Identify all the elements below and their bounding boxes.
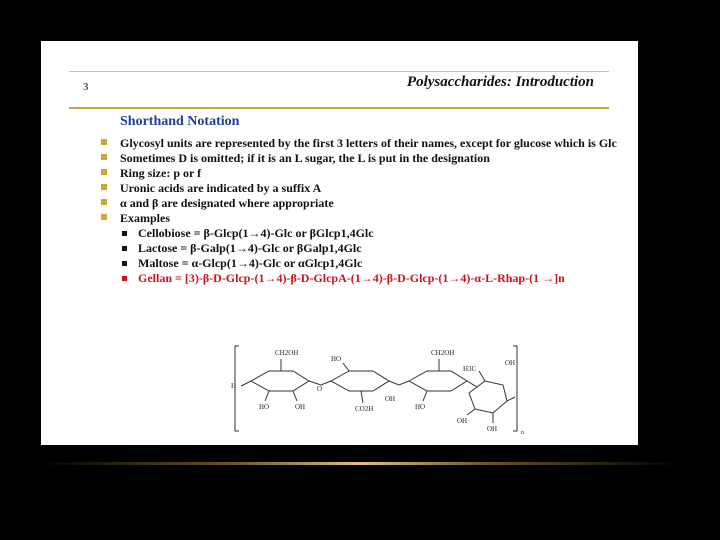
header-title: Polysaccharides: Introduction (406, 74, 594, 90)
slide-card (41, 41, 638, 445)
glucuronic-ring (331, 371, 389, 391)
example-item (120, 242, 621, 255)
example-text: Cellobiose = β-Glcp(1→4)-Glc or βGlcp1,4Glc (138, 226, 374, 240)
label-o: O (317, 385, 323, 393)
label-oh: OH (487, 425, 498, 433)
label-ho: HO (415, 403, 426, 411)
bullet-item (101, 212, 621, 285)
label-h: H (231, 382, 237, 390)
glucose-ring-1 (251, 371, 309, 391)
label-oh: OH (505, 359, 516, 367)
page-number: 3 (83, 81, 89, 93)
bullet-text: α and β are designated where appropriate (120, 196, 334, 210)
example-text: Maltose = α-Glcp(1→4)-Glc or αGlcp1,4Glc (138, 256, 363, 270)
substituent-bonds (265, 359, 493, 423)
sub-bullet-marker (122, 246, 127, 251)
header-rule (69, 107, 609, 109)
bullet-marker (101, 169, 107, 175)
bullet-item (101, 152, 621, 165)
example-text: Lactose = β-Galp(1→4)-Glc or βGalp1,4Glc (138, 241, 362, 255)
gellan-structure-diagram (231, 341, 561, 436)
bullet-marker (101, 139, 107, 145)
label-oh: OH (457, 417, 468, 425)
label-n: n (521, 430, 524, 436)
example-text: Gellan = [3)-β-D-Glcp-(1→4)-β-D-GlcpA-(1→4)-β-D-Glcp-(1→4)-α-L-Rhap-(1 →]n (138, 271, 565, 285)
bullet-item (101, 167, 621, 180)
label-h3c: H3C (463, 365, 477, 373)
bullet-text: Ring size: p or f (120, 166, 202, 180)
example-item (120, 227, 621, 240)
label-oh: OH (295, 403, 306, 411)
bullet-marker (101, 214, 107, 220)
header-top-rule (69, 71, 609, 72)
examples-list (120, 227, 621, 285)
label-oh: OH (385, 395, 396, 403)
bullet-text: Glycosyl units are represented by the first 3 letters of their names, except for glucose which is Glc (120, 136, 617, 150)
bullet-text: Sometimes D is omitted; if it is an L sugar, the L is put in the designation (120, 151, 490, 165)
example-item (120, 257, 621, 270)
label-ho: HO (259, 403, 270, 411)
bullet-item (101, 137, 621, 150)
example-item-gellan (120, 272, 621, 285)
bullet-item (101, 182, 621, 195)
sub-bullet-marker (122, 231, 127, 236)
label-ch2oh: CH2OH (275, 349, 299, 357)
bullet-text: Examples (120, 211, 171, 225)
label-ch2oh: CH2OH (431, 349, 455, 357)
label-ho: HO (331, 355, 342, 363)
bullet-item (101, 197, 621, 210)
section-title: Shorthand Notation (120, 114, 240, 129)
glucose-ring-2 (409, 371, 467, 391)
bullet-marker (101, 184, 107, 190)
floor-glow-line (40, 462, 680, 465)
bullet-text: Uronic acids are indicated by a suffix A (120, 181, 322, 195)
sub-bullet-marker (122, 276, 127, 281)
bullet-marker (101, 154, 107, 160)
bullet-list (101, 137, 621, 287)
bullet-marker (101, 199, 107, 205)
label-co2h: CO2H (355, 405, 374, 413)
sub-bullet-marker (122, 261, 127, 266)
